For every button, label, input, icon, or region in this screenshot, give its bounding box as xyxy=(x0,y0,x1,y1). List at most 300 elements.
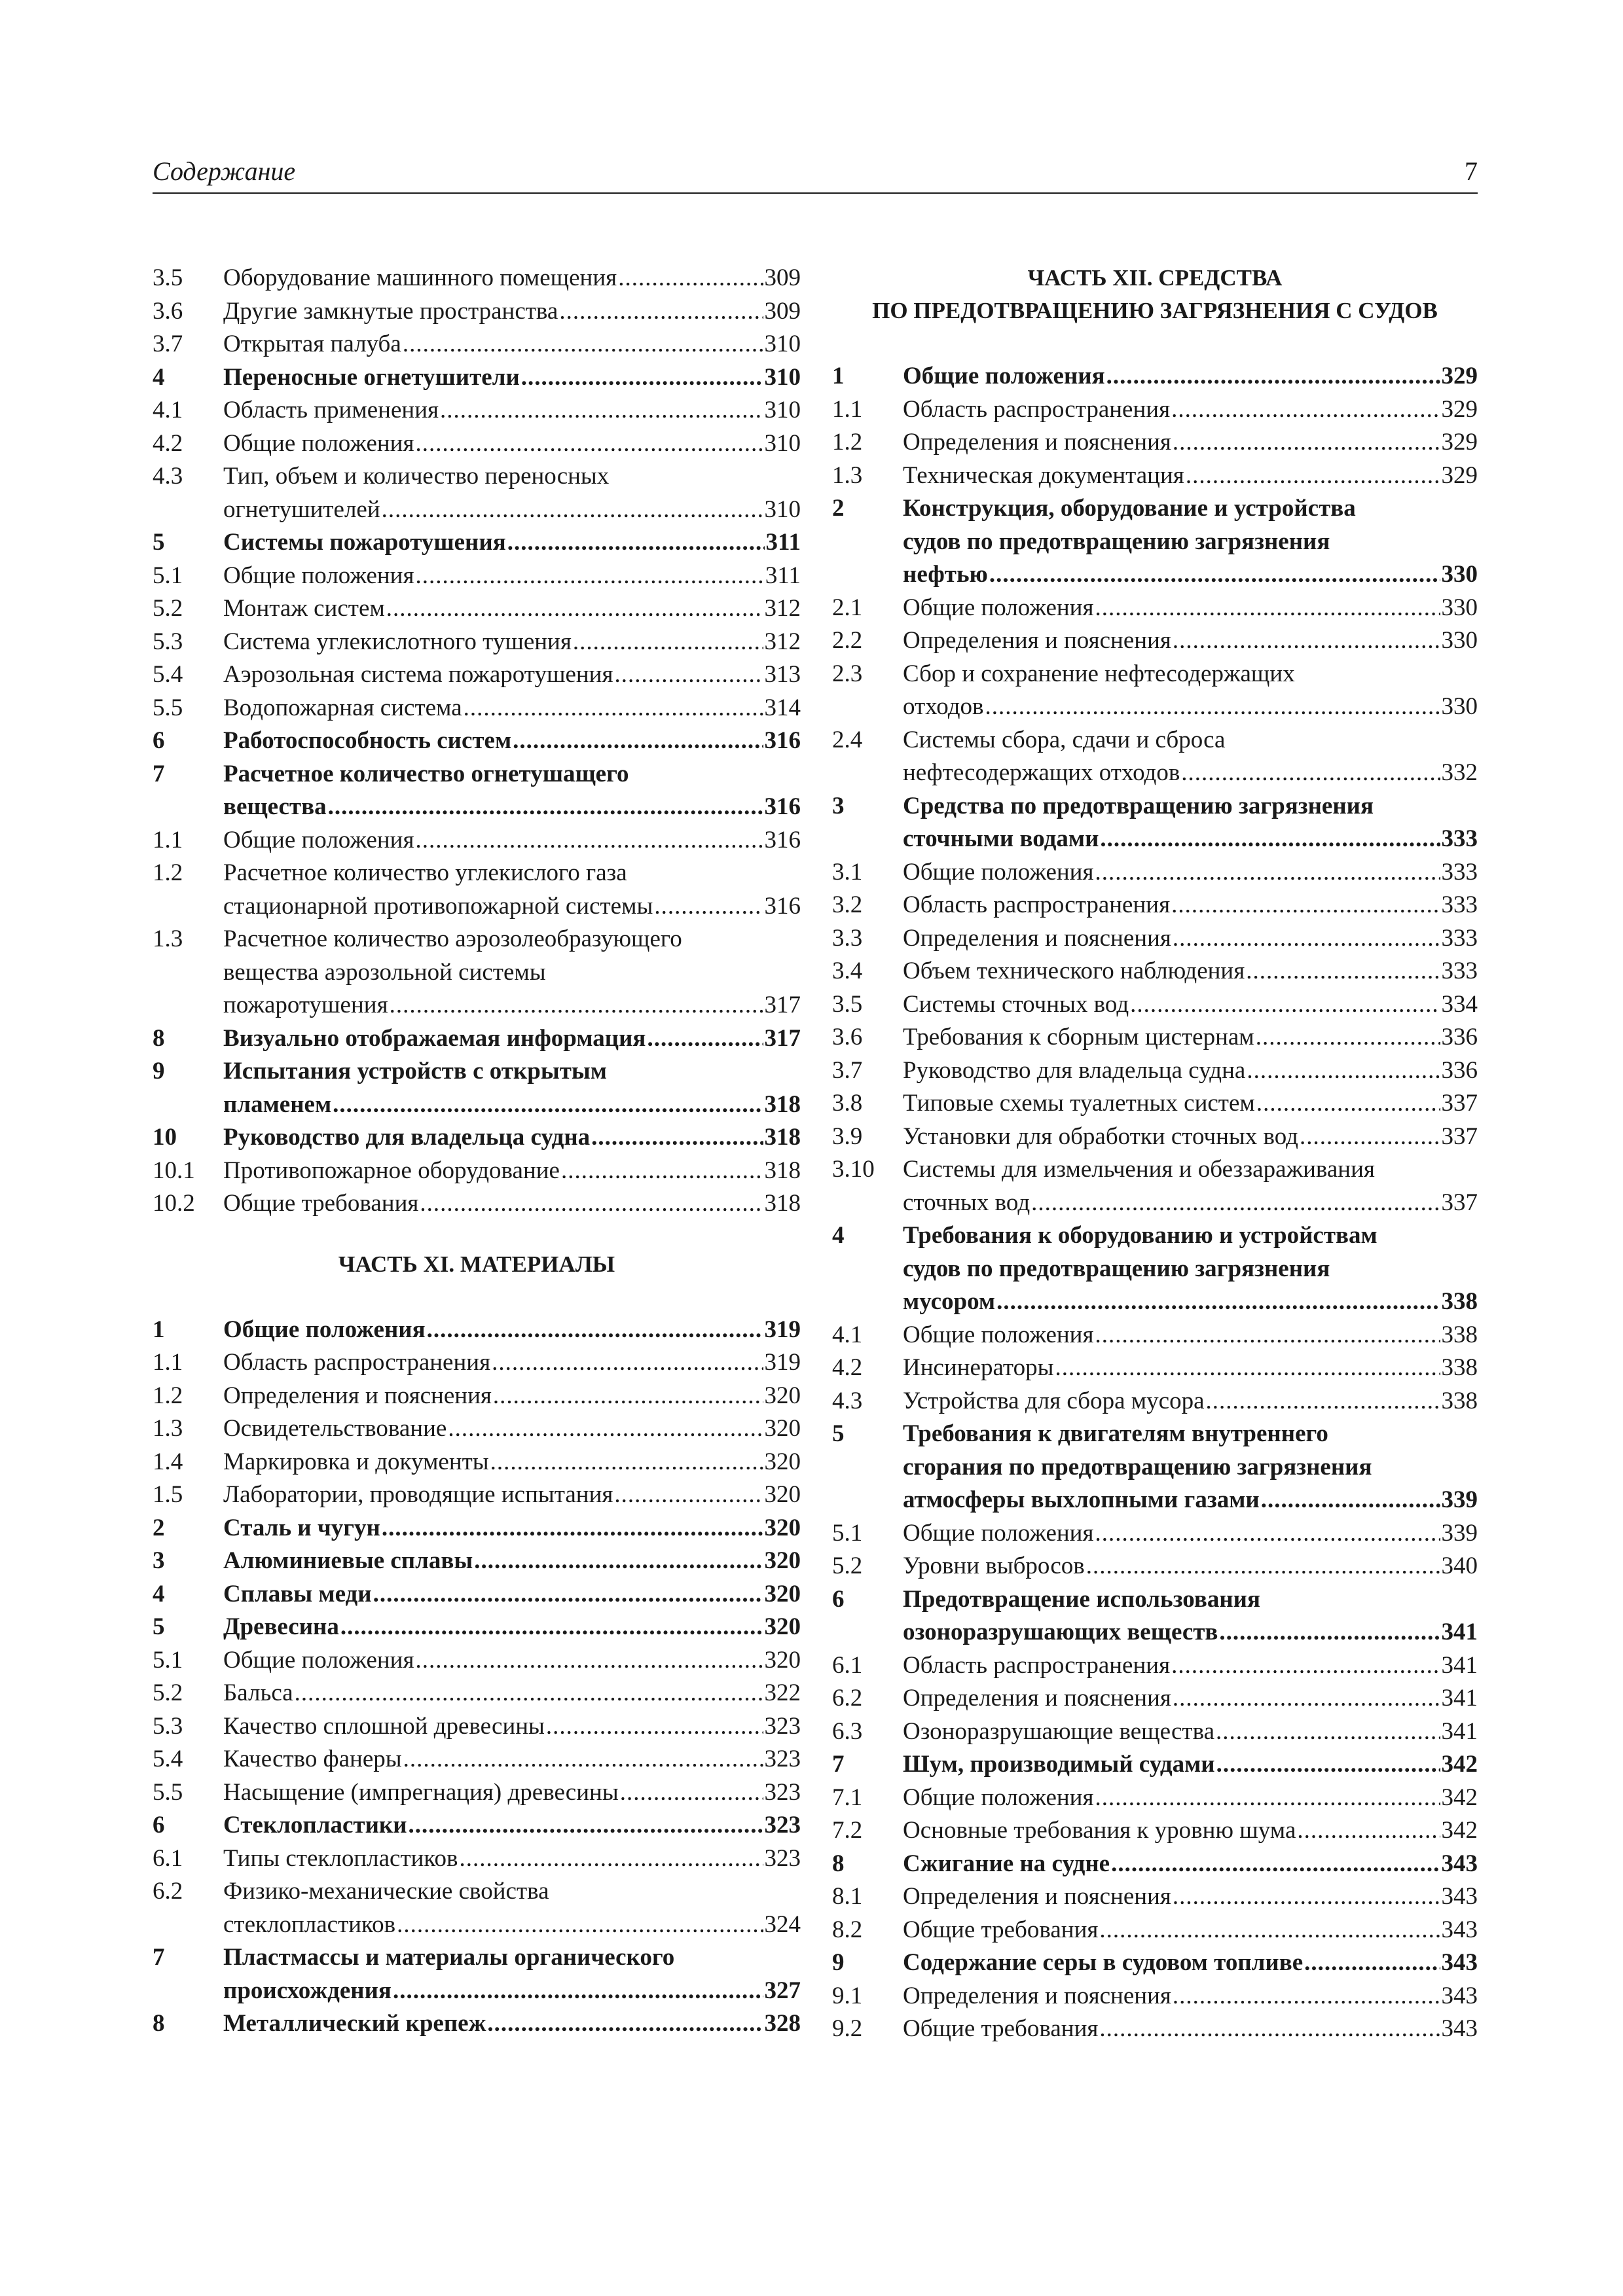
toc-entry-number: 3.7 xyxy=(832,1056,863,1084)
toc-entry-line xyxy=(223,1155,801,1188)
toc-entry-body xyxy=(223,1842,801,1876)
toc-entry-title: стационарной противопожарной системы xyxy=(223,892,653,920)
toc-entry-line xyxy=(223,956,801,990)
toc-entry-number: 3.8 xyxy=(832,1090,863,1117)
dot-leader xyxy=(1055,1352,1440,1385)
toc-entry-line xyxy=(903,1517,1478,1551)
toc-entry-title: сточными водами xyxy=(903,825,1099,852)
toc-entry-number: 4 xyxy=(153,363,165,391)
toc-entry-page: 341 xyxy=(1441,1651,1478,1679)
dot-leader xyxy=(386,592,763,626)
toc-entry-line xyxy=(223,1121,801,1155)
toc-entry-number: 1.1 xyxy=(832,395,863,423)
toc-entry-page: 341 xyxy=(1441,1619,1478,1645)
toc-entry-number: 4.2 xyxy=(832,1354,863,1381)
toc-entry-number: 2 xyxy=(153,1514,165,1541)
toc-entry-title: Область применения xyxy=(223,397,439,423)
toc-entry-title: Общие положения xyxy=(903,363,1105,389)
toc-entry-body xyxy=(223,758,801,824)
toc-entry-line xyxy=(223,1412,801,1446)
toc-entry-line xyxy=(223,923,801,956)
toc-entry-body xyxy=(223,1677,801,1710)
toc-entry-number: 1.3 xyxy=(832,461,863,489)
toc-entry xyxy=(153,1578,801,1611)
toc-entry-title: Расчетное количество огнетушащего xyxy=(223,760,629,787)
toc-entry-page: 329 xyxy=(1441,429,1478,456)
toc-entry-body xyxy=(903,790,1478,856)
toc-entry-title: Аэрозольная система пожаротушения xyxy=(223,661,613,688)
toc-entry-number: 3.9 xyxy=(832,1122,863,1150)
toc-entry-page: 316 xyxy=(764,892,801,920)
toc-entry-page: 341 xyxy=(1441,1717,1478,1745)
toc-entry-line xyxy=(903,889,1478,922)
toc-entry-body xyxy=(223,725,801,758)
toc-entry-number: 3.10 xyxy=(832,1156,875,1183)
spacer xyxy=(153,1221,801,1248)
toc-entry-number: 6 xyxy=(832,1585,845,1613)
toc-entry-line xyxy=(903,1814,1478,1848)
toc-entry-page: 310 xyxy=(764,429,801,457)
dot-leader xyxy=(546,1710,763,1744)
toc-entry-title: Общие требования xyxy=(903,2015,1099,2042)
toc-entry-body xyxy=(223,1022,801,1056)
toc-entry-body xyxy=(903,1748,1478,1782)
toc-entry-line xyxy=(903,922,1478,956)
toc-entry-number: 8.1 xyxy=(832,1883,863,1910)
dot-leader xyxy=(1173,1980,1440,2013)
toc-entry-body xyxy=(903,1914,1478,1947)
dot-leader xyxy=(295,1677,763,1710)
toc-entry-title: Системы для измельчения и обеззараживания xyxy=(903,1156,1375,1183)
toc-entry xyxy=(153,1809,801,1842)
dot-leader xyxy=(1111,1848,1440,1881)
toc-entry-page: 338 xyxy=(1441,1288,1478,1315)
toc-entry-number: 9 xyxy=(832,1949,845,1976)
toc-entry xyxy=(153,2007,801,2041)
toc-entry-title: Руководство для владельца судна xyxy=(903,1056,1246,1084)
page-number: 7 xyxy=(1465,156,1478,186)
dot-leader xyxy=(1031,1187,1440,1220)
toc-entry xyxy=(153,692,801,725)
toc-entry-body xyxy=(903,1021,1478,1054)
toc-entry-title: Система углекислотного тушения xyxy=(223,628,572,655)
toc-entry xyxy=(832,360,1478,393)
toc-entry-body xyxy=(223,1644,801,1677)
toc-entry-page: 343 xyxy=(1441,1850,1478,1877)
toc-entry-page: 340 xyxy=(1441,1552,1478,1579)
toc-entry xyxy=(153,824,801,857)
toc-entry-title: Определения и пояснения xyxy=(903,1685,1171,1712)
toc-entry xyxy=(832,1550,1478,1583)
toc-entry-number: 1.3 xyxy=(153,1415,183,1442)
toc-entry xyxy=(832,1087,1478,1121)
toc-entry-title: Техническая документация xyxy=(903,461,1184,489)
toc-entry-body xyxy=(903,1880,1478,1914)
toc-entry-title: Основные требования к уровню шума xyxy=(903,1817,1296,1844)
toc-entry xyxy=(832,1682,1478,1715)
toc-entry-line xyxy=(223,1975,801,2008)
dot-leader xyxy=(989,558,1440,592)
toc-entry-page: 329 xyxy=(1441,363,1478,389)
toc-entry-title: мусором xyxy=(903,1288,996,1315)
toc-entry-line xyxy=(903,426,1478,459)
toc-entry-line xyxy=(903,1021,1478,1054)
toc-entry-line xyxy=(223,1842,801,1876)
dot-leader xyxy=(490,1446,763,1479)
toc-entry-line xyxy=(223,626,801,659)
toc-entry-title: Область распространения xyxy=(903,1651,1171,1679)
spacer xyxy=(832,327,1478,360)
toc-entry-number: 1.5 xyxy=(153,1481,183,1508)
toc-entry-title: Шум, производимый судами xyxy=(903,1751,1215,1778)
toc-entry-body xyxy=(903,592,1478,625)
toc-entry-page: 320 xyxy=(764,1382,801,1409)
toc-entry-number: 1 xyxy=(832,363,845,389)
toc-entry-number: 7 xyxy=(153,760,165,787)
toc-entry-line xyxy=(903,1285,1478,1319)
toc-entry-number: 8 xyxy=(832,1850,845,1877)
toc-entry-body xyxy=(223,1121,801,1155)
toc-list-part-xii xyxy=(832,360,1478,2046)
toc-entry-line xyxy=(903,757,1478,790)
toc-entry-body xyxy=(223,1314,801,1347)
toc-entry-body xyxy=(223,1412,801,1446)
toc-entry-body xyxy=(903,2013,1478,2046)
toc-entry-number: 5.5 xyxy=(153,1778,183,1806)
toc-entry-body xyxy=(903,856,1478,889)
toc-entry-body xyxy=(903,1385,1478,1418)
toc-entry-number: 5.3 xyxy=(153,1712,183,1740)
toc-entry-body xyxy=(223,1512,801,1545)
part-xii-title-line2: ПО ПРЕДОТВРАЩЕНИЮ ЗАГРЯЗНЕНИЯ С СУДОВ xyxy=(872,298,1438,323)
toc-entry-line xyxy=(223,460,801,493)
dot-leader xyxy=(1246,955,1440,988)
toc-entry-title: нефтью xyxy=(903,561,988,588)
toc-entry-title: Алюминиевые сплавы xyxy=(223,1547,473,1574)
dot-leader xyxy=(1171,393,1440,427)
toc-entry-title: Бальса xyxy=(223,1679,293,1706)
toc-entry xyxy=(153,1022,801,1056)
toc-entry-number: 3.5 xyxy=(832,990,863,1018)
toc-entry-body xyxy=(223,1809,801,1842)
toc-entry-body xyxy=(903,1054,1478,1088)
toc-entry-body xyxy=(903,1583,1478,1649)
toc-entry-body xyxy=(223,1743,801,1776)
toc-entry-title: Предотвращение использования xyxy=(903,1585,1260,1613)
dot-leader xyxy=(573,626,763,659)
toc-entry-body xyxy=(903,624,1478,658)
toc-entry-line xyxy=(903,592,1478,625)
toc-entry-title: Содержание серы в судовом топливе xyxy=(903,1949,1304,1976)
toc-entry-line xyxy=(223,1314,801,1347)
toc-entry-title: Конструкция, оборудование и устройства xyxy=(903,495,1356,522)
toc-entry-number: 6.2 xyxy=(153,1878,183,1905)
toc-entry-line xyxy=(903,790,1478,823)
toc-entry-page: 310 xyxy=(764,397,801,423)
toc-entry-title: Металлический крепеж xyxy=(223,2010,486,2037)
toc-entry-title: Лаборатории, проводящие испытания xyxy=(223,1481,613,1508)
dot-leader xyxy=(397,1909,763,1942)
toc-entry-number: 4.1 xyxy=(153,397,183,423)
toc-entry-page: 322 xyxy=(764,1679,801,1706)
toc-entry-title: Требования к оборудованию и устройствам xyxy=(903,1222,1377,1249)
toc-entry-page: 328 xyxy=(764,2010,801,2037)
toc-entry-body xyxy=(223,1545,801,1578)
dot-leader xyxy=(340,1611,763,1644)
toc-entry-line xyxy=(223,1644,801,1677)
toc-entry-line xyxy=(903,1153,1478,1187)
toc-entry-line xyxy=(903,1782,1478,1815)
toc-entry-page: 323 xyxy=(764,1844,801,1872)
dot-leader xyxy=(382,1512,763,1545)
toc-entry-line xyxy=(223,493,801,527)
toc-entry xyxy=(153,658,801,692)
dot-leader xyxy=(390,989,763,1022)
toc-entry-page: 330 xyxy=(1441,561,1478,588)
dot-leader xyxy=(1300,1121,1440,1154)
toc-entry xyxy=(832,426,1478,459)
toc-entry xyxy=(832,1946,1478,1980)
toc-entry-number: 4.3 xyxy=(832,1387,863,1414)
toc-entry xyxy=(153,1187,801,1221)
toc-right-column xyxy=(832,262,1478,2046)
toc-entry-body xyxy=(223,394,801,427)
toc-entry xyxy=(832,856,1478,889)
toc-entry-body xyxy=(223,295,801,329)
toc-entry-body xyxy=(903,724,1478,790)
toc-entry-line xyxy=(223,262,801,295)
toc-entry-number: 3.5 xyxy=(153,264,183,291)
toc-entry-number: 6 xyxy=(153,1812,165,1839)
toc-entry-page: 337 xyxy=(1441,1090,1478,1117)
toc-entry-body xyxy=(903,988,1478,1022)
toc-entry-body xyxy=(223,262,801,295)
page-header xyxy=(153,152,1478,194)
toc-entry xyxy=(153,394,801,427)
dot-leader xyxy=(333,1088,763,1122)
toc-entry-page: 313 xyxy=(764,661,801,688)
toc-entry-line xyxy=(223,1022,801,1056)
dot-leader xyxy=(1173,624,1440,658)
toc-entry-line xyxy=(223,328,801,361)
dot-leader xyxy=(507,526,765,560)
toc-entry-line xyxy=(903,360,1478,393)
toc-entry-title: Качество сплошной древесины xyxy=(223,1712,545,1740)
toc-entry-number: 4 xyxy=(153,1580,165,1607)
toc-entry xyxy=(832,624,1478,658)
toc-entry xyxy=(832,790,1478,856)
toc-entry-line xyxy=(223,857,801,890)
toc-entry-body xyxy=(903,1352,1478,1385)
toc-entry-page: 323 xyxy=(764,1812,801,1839)
toc-entry-page: 312 xyxy=(764,595,801,622)
dot-leader xyxy=(1216,1715,1440,1749)
toc-entry xyxy=(153,460,801,526)
dot-leader xyxy=(1106,360,1440,393)
toc-entry xyxy=(153,1776,801,1810)
toc-entry-number: 3.1 xyxy=(832,858,863,886)
toc-entry-page: 324 xyxy=(764,1910,801,1938)
toc-entry-number: 7.1 xyxy=(832,1784,863,1811)
dot-leader xyxy=(561,1155,763,1188)
toc-entry xyxy=(832,1385,1478,1418)
dot-leader xyxy=(647,1022,763,1056)
toc-entry-page: 320 xyxy=(764,1415,801,1442)
toc-entry-body xyxy=(903,1550,1478,1583)
dot-leader xyxy=(427,1314,763,1347)
toc-entry-title: Типовые схемы туалетных систем xyxy=(903,1090,1255,1117)
toc-entry xyxy=(832,1980,1478,2013)
toc-entry-line xyxy=(903,856,1478,889)
toc-entry-title: Определения и пояснения xyxy=(903,924,1171,952)
dot-leader xyxy=(620,1776,763,1810)
toc-entry-body xyxy=(903,889,1478,922)
toc-entry xyxy=(153,1941,801,2007)
toc-entry-line xyxy=(903,1583,1478,1617)
toc-entry-line xyxy=(223,725,801,758)
toc-entry-title: Противопожарное оборудование xyxy=(223,1157,560,1184)
toc-entry-number: 5.2 xyxy=(153,595,183,622)
toc-entry xyxy=(832,1583,1478,1649)
toc-list-part-x xyxy=(153,262,801,1221)
toc-left-column xyxy=(153,262,801,2041)
toc-entry-line xyxy=(903,1550,1478,1583)
toc-entry xyxy=(153,725,801,758)
toc-entry-number: 9.2 xyxy=(832,2015,863,2042)
toc-entry xyxy=(832,1319,1478,1352)
toc-entry-line xyxy=(903,724,1478,757)
dot-leader xyxy=(464,692,763,725)
toc-entry-line xyxy=(223,1743,801,1776)
toc-entry-title: Общие положения xyxy=(903,858,1094,886)
toc-entry xyxy=(832,1021,1478,1054)
toc-entry-page: 329 xyxy=(1441,461,1478,489)
toc-entry-number: 8.2 xyxy=(832,1916,863,1943)
toc-entry-title: Устройства для сбора мусора xyxy=(903,1387,1205,1414)
toc-entry-line xyxy=(223,989,801,1022)
toc-entry-number: 1.2 xyxy=(832,429,863,456)
toc-entry-number: 5.3 xyxy=(153,628,183,655)
toc-entry-line xyxy=(903,1054,1478,1088)
dot-leader xyxy=(1297,1814,1440,1848)
toc-entry xyxy=(153,758,801,824)
toc-entry-line xyxy=(223,1446,801,1479)
toc-entry-title: Испытания устройств с открытым xyxy=(223,1058,607,1085)
toc-entry-line xyxy=(223,1088,801,1122)
toc-entry-page: 327 xyxy=(764,1977,801,2004)
toc-entry-line xyxy=(903,1253,1478,1286)
toc-entry-title: Пластмассы и материалы органического xyxy=(223,1944,675,1971)
toc-entry-title: Насыщение (импрегнация) древесины xyxy=(223,1778,619,1806)
toc-entry-page: 332 xyxy=(1441,759,1478,786)
toc-entry xyxy=(153,1479,801,1512)
toc-entry-number: 7 xyxy=(153,1944,165,1971)
toc-entry-number: 1.2 xyxy=(153,1382,183,1409)
toc-entry xyxy=(832,1814,1478,1848)
toc-entry-body xyxy=(223,427,801,461)
toc-entry-title: нефтесодержащих отходов xyxy=(903,759,1180,786)
running-title: Содержание xyxy=(153,156,296,186)
toc-entry xyxy=(153,1611,801,1644)
toc-entry-title: Системы сточных вод xyxy=(903,990,1129,1018)
toc-entry-title: озоноразрушающих веществ xyxy=(903,1619,1218,1645)
toc-entry-line xyxy=(903,492,1478,526)
dot-leader xyxy=(521,361,763,395)
toc-entry xyxy=(832,1418,1478,1517)
toc-entry-body xyxy=(903,459,1478,493)
toc-entry-page: 330 xyxy=(1441,693,1478,720)
toc-entry xyxy=(832,459,1478,493)
dot-leader xyxy=(1095,856,1440,889)
toc-entry-body xyxy=(223,460,801,526)
toc-entry-page: 333 xyxy=(1441,924,1478,952)
spacer xyxy=(153,1281,801,1314)
toc-entry-line xyxy=(903,526,1478,559)
toc-entry-number: 8 xyxy=(153,1024,165,1052)
toc-entry xyxy=(832,1880,1478,1914)
toc-entry-title: пожаротушения xyxy=(223,992,388,1018)
toc-entry-page: 336 xyxy=(1441,1024,1478,1050)
toc-entry-title: Общие положения xyxy=(903,1784,1094,1811)
toc-entry-title: Общие положения xyxy=(223,1646,414,1674)
toc-entry-line xyxy=(903,1187,1478,1220)
dot-leader xyxy=(474,1545,763,1578)
toc-entry-page: 320 xyxy=(764,1514,801,1541)
toc-entry-title: Общие требования xyxy=(223,1190,419,1217)
toc-entry-page: 343 xyxy=(1441,1982,1478,2009)
toc-entry xyxy=(153,626,801,659)
toc-entry-number: 6.2 xyxy=(832,1685,863,1712)
toc-entry-line xyxy=(903,658,1478,691)
toc-entry-body xyxy=(223,328,801,361)
toc-entry-title: пламенем xyxy=(223,1090,332,1118)
dot-leader xyxy=(615,658,763,692)
toc-entry-line xyxy=(903,1848,1478,1881)
toc-entry-line xyxy=(223,824,801,857)
toc-entry-title: Общие положения xyxy=(223,1316,426,1343)
toc-entry xyxy=(832,2013,1478,2046)
toc-entry-body xyxy=(223,1187,801,1221)
toc-entry-line xyxy=(223,592,801,626)
toc-entry-page: 311 xyxy=(765,562,801,589)
toc-entry xyxy=(153,1314,801,1347)
toc-entry xyxy=(832,1782,1478,1815)
toc-entry-number: 6.3 xyxy=(832,1717,863,1745)
toc-entry-line xyxy=(903,1715,1478,1749)
toc-entry-title: Древесина xyxy=(223,1613,339,1640)
toc-entry xyxy=(832,922,1478,956)
dot-leader xyxy=(493,1380,763,1413)
toc-entry-number: 6.1 xyxy=(832,1651,863,1679)
toc-entry-title: Расчетное количество углекислого газа xyxy=(223,859,627,886)
dot-leader xyxy=(415,824,763,857)
toc-entry-body xyxy=(223,692,801,725)
dot-leader xyxy=(1216,1748,1440,1782)
dot-leader xyxy=(393,1975,763,2008)
toc-entry-title: Качество фанеры xyxy=(223,1746,402,1772)
toc-entry-page: 317 xyxy=(764,1024,801,1052)
toc-entry-line xyxy=(223,1512,801,1545)
toc-entry-title: Установки для обработки сточных вод xyxy=(903,1122,1298,1150)
toc-entry-body xyxy=(223,1776,801,1810)
toc-entry xyxy=(832,393,1478,427)
toc-entry xyxy=(832,1914,1478,1947)
toc-entry xyxy=(153,1644,801,1677)
toc-entry-number: 4 xyxy=(832,1222,845,1249)
toc-entry-body xyxy=(223,1578,801,1611)
toc-entry xyxy=(153,1346,801,1380)
toc-entry-number: 10 xyxy=(153,1124,177,1151)
